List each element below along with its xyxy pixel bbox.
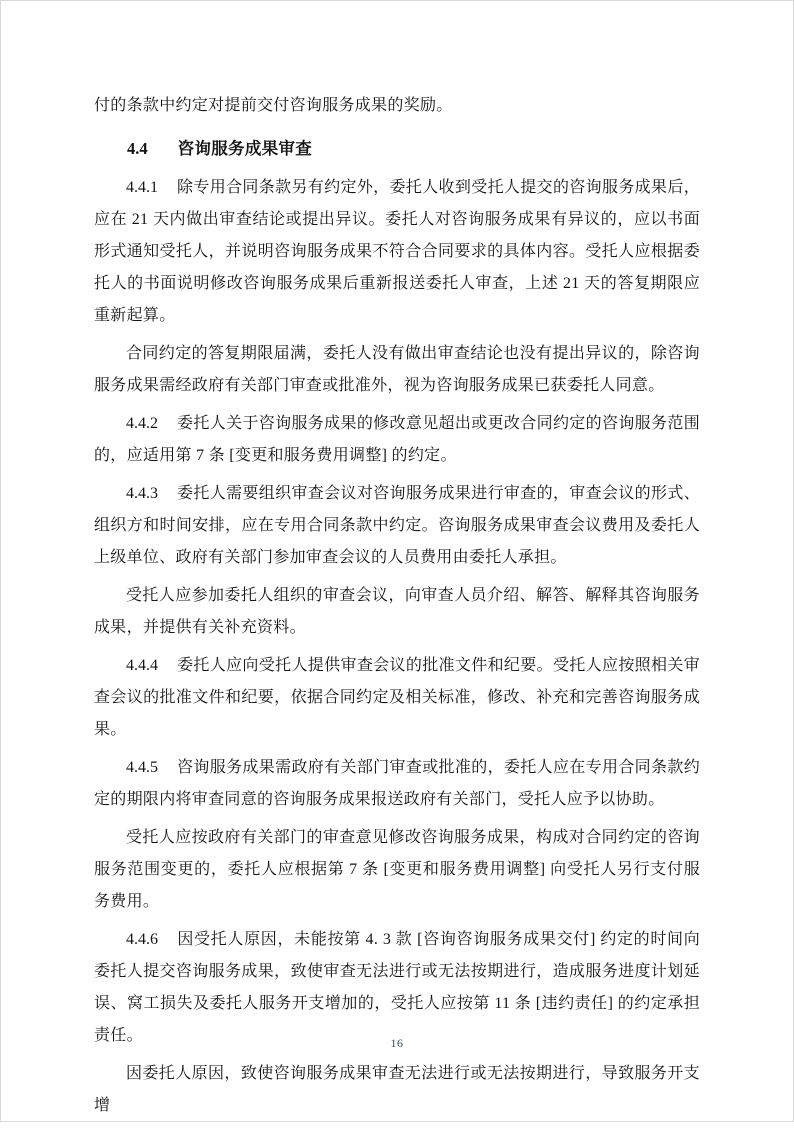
clause-text: 委托人应向受托人提供审查会议的批准文件和纪要。受托人应按照相关审查会议的批准文件和纪要，依据合同约定及相关标准，修改、补充和完善咨询服务成果。 [94, 657, 700, 738]
section-heading-number: 4.4 [127, 139, 148, 158]
clause-text: 合同约定的答复期限届满，委托人没有做出审查结论也没有提出异议的，除咨询服务成果需经政府有关部门审查或批准外，视为咨询服务成果已获委托人同意。 [94, 345, 700, 394]
clause-paragraph [94, 752, 700, 816]
clause-paragraph [94, 478, 700, 574]
clause-text: 受托人应按政府有关部门的审查意见修改咨询服务成果，构成对合同约定的咨询服务范围变更的，委托人应根据第 7 条 [变更和服务费用调整] 向受托人另行支付服务费用。 [94, 829, 700, 910]
clause-paragraph [94, 172, 700, 332]
clause-text: 受托人应参加委托人组织的审查会议，向审查人员介绍、解答、解释其咨询服务成果，并提供有关补充资料。 [94, 587, 700, 636]
clause-paragraph [94, 408, 700, 472]
clause-text: 因受托人原因，未能按第 4. 3 款 [咨询咨询服务成果交付] 约定的时间向委托人提交咨询服务成果，致使审查无法进行或无法按期进行，造成服务进度计划延误、窝工损失及委托人服务开支增加的，受托人应按第 11 条 [违约责任] 的约定承担责任。 [94, 931, 700, 1044]
clause-number: 4.4.5 [126, 759, 158, 776]
page-number: 16 [390, 1036, 404, 1050]
body-paragraph [94, 822, 700, 918]
section-heading [94, 133, 700, 165]
clause-number: 4.4.2 [126, 415, 158, 432]
clause-paragraph [94, 650, 700, 746]
clause-number: 4.4.3 [126, 485, 158, 502]
clause-number: 4.4.4 [126, 657, 158, 674]
section-heading-title: 咨询服务成果审查 [177, 139, 313, 158]
body-paragraph [94, 1058, 700, 1122]
intro-continuation-line: 付的条款中约定对提前交付咨询服务成果的奖励。 [94, 97, 453, 114]
clause-text: 因委托人原因，致使咨询服务成果审查无法进行或无法按期进行，导致服务开支增 [94, 1065, 700, 1114]
clause-number: 4.4.6 [126, 931, 158, 948]
document-body [94, 90, 700, 1128]
body-paragraph [94, 580, 700, 644]
clause-paragraph [94, 924, 700, 1052]
clause-text: 咨询服务成果需政府有关部门审查或批准的，委托人应在专用合同条款约定的期限内将审查同意的咨询服务成果报送政府有关部门，受托人应予以协助。 [94, 759, 700, 808]
clause-text: 委托人需要组织审查会议对咨询服务成果进行审查的，审查会议的形式、组织方和时间安排，应在专用合同条款中约定。咨询服务成果审查会议费用及委托人上级单位、政府有关部门参加审查会议的人员费用由委托人承担。 [94, 485, 700, 566]
clause-text: 委托人关于咨询服务成果的修改意见超出或更改合同约定的咨询服务范围的，应适用第 7 条 [变更和服务费用调整] 的约定。 [94, 415, 700, 464]
body-paragraph [94, 338, 700, 402]
clause-text: 除专用合同条款另有约定外，委托人收到受托人提交的咨询服务成果后，应在 21 天内做出审查结论或提出异议。委托人对咨询服务成果有异议的，应以书面形式通知受托人，并说明咨询服务成果不符合合同要求的具体内容。受托人应根据委托人的书面说明修改咨询服务成果后重新报送委托人审查，上述 21 天的答复期限应重新起算。 [94, 179, 700, 324]
clause-number: 4.4.1 [126, 179, 158, 196]
